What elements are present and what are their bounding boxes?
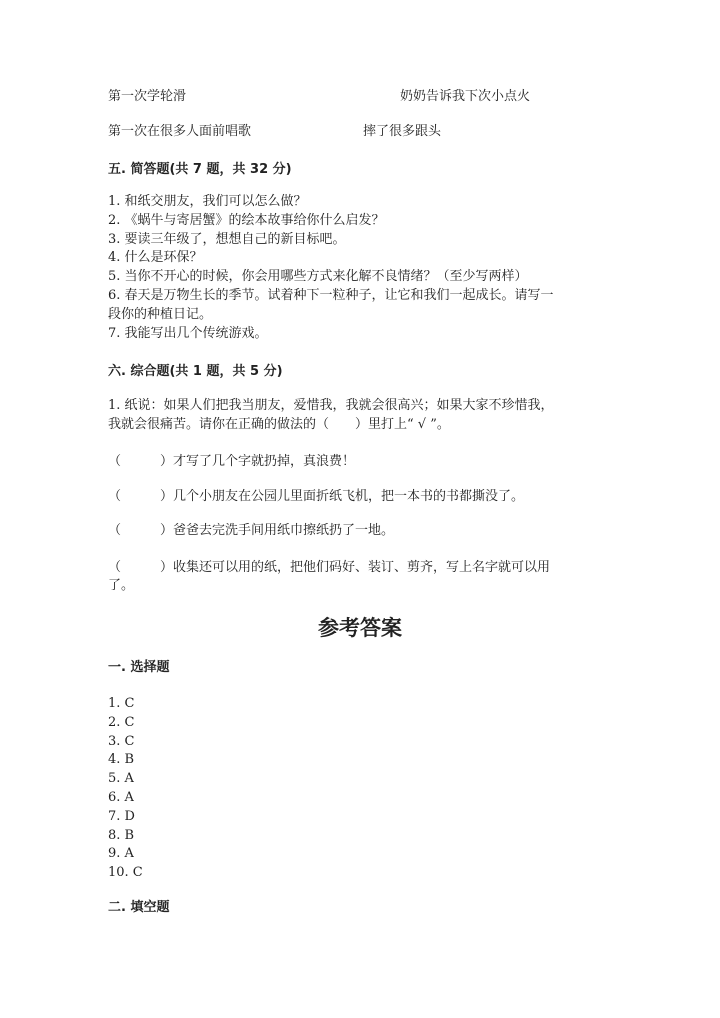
answers-title: 参考答案 xyxy=(318,616,402,640)
question-line: 4. 什么是环保？ xyxy=(108,250,203,266)
answers-list xyxy=(108,695,143,883)
answers-section-1-heading: 一. 选择题 xyxy=(108,660,170,675)
question-line: 6. 春天是万物生长的季节。试着种下一粒种子，让它和我们一起成长。请写一 xyxy=(108,287,554,303)
option-4-continued: 了。 xyxy=(108,578,135,593)
answer-item: 10. C xyxy=(108,865,143,881)
question-line: 7. 我能写出几个传统游戏。 xyxy=(108,325,268,341)
section-6-question-line-2: 我就会很痛苦。请你在正确的做法的（ ）里打上“ √ ”。 xyxy=(108,417,450,432)
answer-item: 2. C xyxy=(108,714,135,730)
answer-item: 7. D xyxy=(108,808,135,824)
answer-item: 6. A xyxy=(108,789,134,805)
answer-item: 4. B xyxy=(108,752,135,768)
answer-item: 3. C xyxy=(108,733,135,749)
question-line: 3. 要读三年级了，想想自己的新目标吧。 xyxy=(108,231,346,247)
option-4: （ ）收集还可以用的纸，把他们码好、装订、剪齐，写上名字就可以用 xyxy=(108,560,551,575)
question-line: 2. 《蜗牛与寄居蟹》的绘本故事给你什么启发？ xyxy=(108,212,385,228)
section-6-question-line-1: 1. 纸说：如果人们把我当朋友，爱惜我，我就会很高兴；如果大家不珍惜我， xyxy=(108,398,554,413)
question-line: 5. 当你不开心的时候，你会用哪些方式来化解不良情绪？（至少写两样） xyxy=(108,269,528,285)
match-item-right-1: 奶奶告诉我下次小点火 xyxy=(400,89,531,104)
match-item-right-2: 摔了很多跟头 xyxy=(363,124,442,139)
question-line: 1. 和纸交朋友，我们可以怎么做？ xyxy=(108,194,307,209)
answer-item: 1. C xyxy=(108,696,135,711)
section-6-heading: 六. 综合题(共 1 题，共 5 分) xyxy=(108,364,283,379)
section-5-questions xyxy=(108,193,554,343)
match-item-left-1: 第一次学轮滑 xyxy=(108,89,187,104)
option-2: （ ）几个小朋友在公园儿里面折纸飞机，把一本书的书都撕没了。 xyxy=(108,489,525,504)
question-line: 段你的种植日记。 xyxy=(108,306,213,322)
option-1: （ ）才写了几个字就扔掉，真浪费！ xyxy=(108,454,356,469)
match-item-left-2: 第一次在很多人面前唱歌 xyxy=(108,124,252,139)
option-3: （ ）爸爸去完洗手间用纸巾擦纸扔了一地。 xyxy=(108,523,395,538)
answer-item: 8. B xyxy=(108,827,135,843)
section-5-heading: 五. 简答题(共 7 题，共 32 分) xyxy=(108,162,292,177)
answer-item: 5. A xyxy=(108,771,134,787)
answers-section-2-heading: 二. 填空题 xyxy=(108,900,170,915)
answer-item: 9. A xyxy=(108,846,134,862)
